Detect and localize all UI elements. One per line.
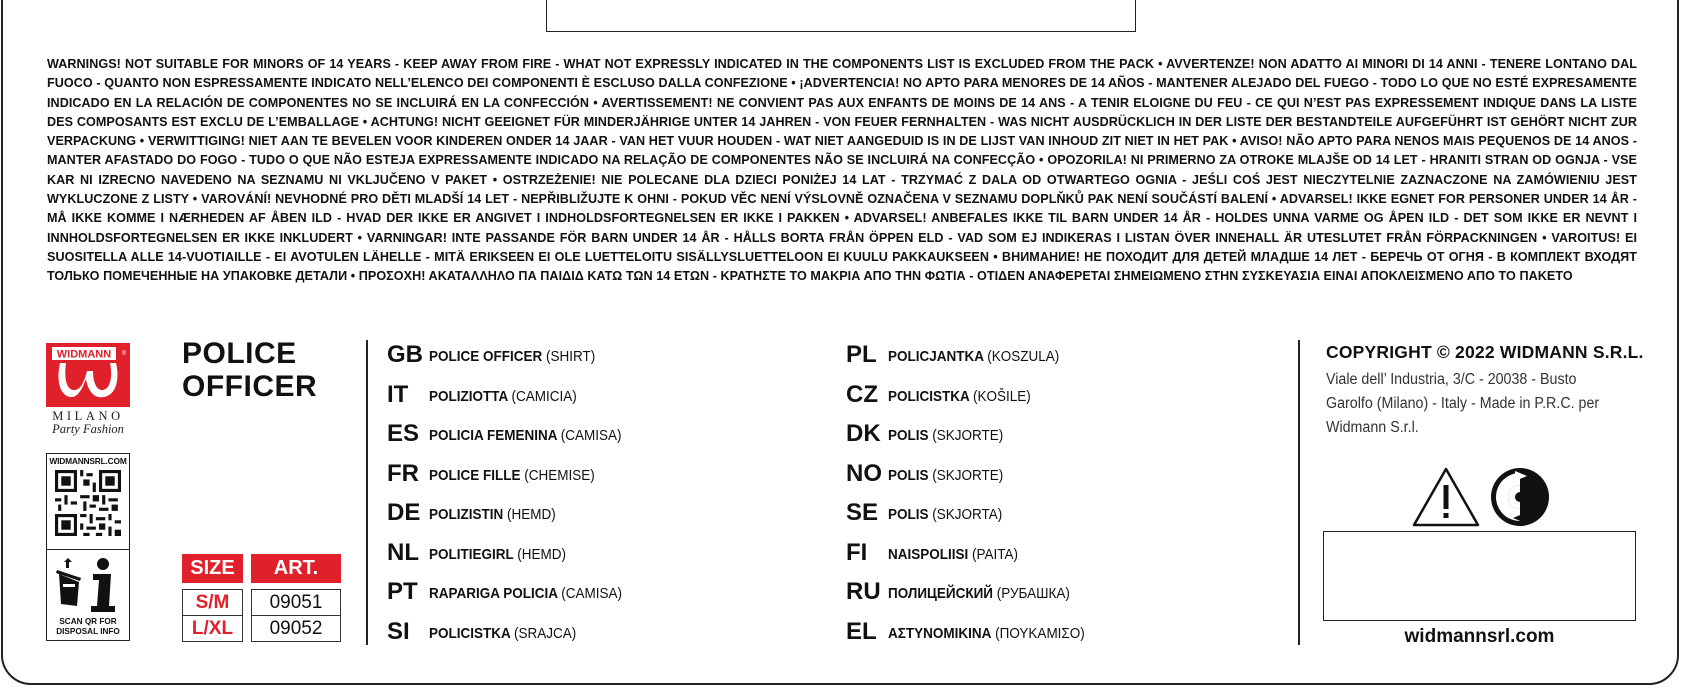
product-name: POLICE OFFICER: [429, 348, 543, 365]
language-code: EL: [846, 617, 877, 645]
product-name: POLIS: [888, 427, 929, 444]
language-code: DE: [387, 499, 421, 526]
product-name: ΑΣΤΥΝΟΜΙΚΙΝΑ: [888, 624, 992, 642]
language-code: NL: [387, 538, 419, 566]
product-name: ПОЛИЦЕЙСКИЙ: [888, 585, 994, 602]
widmann-logo: [46, 343, 130, 437]
company-address: Viale dell’ Industria, 3/C - 20038 - Busto Garolfo (Milano) - Italy - Made in P.R.C. per Widmann S.r.l.: [1326, 371, 1600, 436]
art-header: ART.: [251, 554, 341, 583]
garment-name: (РУБАШКА): [996, 585, 1070, 602]
language-code: NO: [846, 459, 882, 487]
language-entry: [846, 420, 1107, 460]
language-code: PT: [387, 578, 418, 605]
garment-name: (CAMICIA): [511, 387, 577, 405]
safety-warnings-text: WARNINGS! NOT SUITABLE FOR MINORS OF 14 YEARS - KEEP AWAY FROM FIRE - WHAT NOT EXPRESSLY INDICATED IN THE COMPONENTS LIST IS EXCLUDED FROM THE PACK • AVVERTENZE! NON ADATTO AI MINORI DI 14 ANNI - TENERE LONTANO DAL FUOCO - QUANTO NON ESPRESSAMENTE INDICATO NELL’ELENCO DEI COMPONENTI È ESCLUSO DALLA CONFEZIONE • ¡ADVERTENCIA! NO APTO PARA MENORES DE 14 AÑOS - MANTENER ALEJADO DEL FUEGO - TODO LO QUE NO ESTÉ EXPRESAMENTE INDICADO EN LA RELACIÓN DE COMPONENTES NO SE INCLUIRÁ EN LA CONFECCIÓN • AVERTISSEMENT! NE CONVIENT PAS AUX ENFANTS DE MOINS DE 14 ANS - A TENIR ELOIGNE DU FEU - CE QUI N’EST PAS EXPRESSEMENT INDIQUE DANS LA LISTE DES COMPOSANTS EST EXCLU DE L’EMBALLAGE • ACHTUNG! NICHT GEEIGNET FÜR MINDERJÄHRIGE UNTER 14 JAHREN - VON FEUER FERNHALTEN - WAS NICHT AUSDRÜCKLICH IN DER LISTE DER BESTANDTEILE AUFGEFÜHRT IST GEHÖRT NICHT ZUR VERPACKUNG • VERWITTIGING! NIET AAN TE BEVELEN VOOR KINDEREN ONDER 14 JAAR - VAN HET VUUR HOUDEN - WAT NIET AANGEDUID IS IN DE LIJST VAN INHOUD ZIT NIET IN HET PAK • AVISO! NÃO APTO PARA NENOS MAIS PEQUENOS DE 14 ANOS - MANTER AFASTADO DO FOGO - TUDO O QUE NÃO ESTEJA EXPRESSAMENTE INDICADO NA RELAÇÃO DE COMPONENTES NÃO SE INCLUIRÁ NA CONFECÇÃO • OPOZORILA! NI PRIMERNO ZA OTROKE MLAJŠE OD 14 LET - HRANITI STRAN OD OGNJA - VSE KAR NI IZRECNO NAVEDENO NA SEZNAMU NI VKLJUČENO V PAKET • OSTRZEŻENIE! NIE POLECANE DLA DZIECI PONIŻEJ 14 LAT - TRZYMAĆ Z DALA OD OTWARTEGO OGNIA - JEŚLI COŚ JEST NIECZYTELNIE ZAZNACZONE NA ZAMÓWIENIU JEST WYKLUCZONE Z LISTY • VAROVÁNÍ! NEVHODNÉ PRO DĚTI MLADŠÍ 14 LET - NEPŘIBLIŽUJTE K OHNI - POKUD VĚC NENÍ VÝSLOVNĚ OZNAČENA V SEZNAMU DOPLŇKŮ PAK NENÍ SOUČÁSTÍ BALENÍ • ADVARSEL! IKKE EGNET FOR PERSONER UNDER 14 ÅR - MÅ IKKE KOMME I NÆRHEDEN AF ÅBEN ILD - HVAD DER IKKE ER ANGIVET I INDHOLDSFORTEGNELSEN ER IKKE I PAKKEN • ADVARSEL! ANBEFALES IKKE TIL BARN UNDER 14 ÅR - HOLDES UNNA VARME OG ÅPEN ILD - DET SOM IKKE ER NEVNT I INNHOLDSFORTEGNELSEN ER IKKE INKLUDERT • VARNINGAR! INTE PASSANDE FÖR BARN UNDER 14 ÅR - HÅLLS BORTA FRÅN ÖPPEN ELD - VAD SOM EJ INDIKERAS I LISTAN ÖVER INNEHALL ÄR UTESLUTET FRÅN FÖRPACKNINGEN • VAROITUS! EI SUOSITELLA ALLE 14-VUOTIAILLE - EI AVOTULEN LÄHELLE - MITÄ ERIKSEEN EI OLE LUETTELOITU SISÄLLYSLUETTELOON EI KUULU PAKKAUKSEEN • ВНИМАНИЕ! НЕ ПОХОДИТ ДЛЯ ДЕТЕЙ МЛАДШЕ 14 ЛЕТ - БЕРЕЧЬ ОТ ОГНЯ - В КОМПЛЕКТ ВХОДЯТ ТОЛЬКО ПОМЕЧЕННЫЕ НА УПАКОВКЕ ДЕТАЛИ • ΠΡΟΣΟΧΗ! ΑΚΑΤΑΛΛΗΛΟ ΠΑ ΠΑΙΔΙΔ ΚΑΤΩ ΤΩΝ 14 ΕΤΩΝ - ΚΡΑΤΗΣΤΕ ΤΟ ΜΑΚΡΙΑ ΑΠΟ ΤΗΝ ΦΩΤΙΑ - ΟΤΙΔΕΝ ΑΝΑΦΕΡΕΤΑΙ ΣΗΜΕΙΩΜΕΝΟ ΣΤΗΝ ΣΥΣΚΕΥΑΣΙΑ ΕΙΝΑΙ ΑΠΟΚΛΕΙΣΜΕΝΟ ΑΠΟ ΤΟ ΠΑΚΕΤΟ: [47, 57, 1637, 284]
divider-left: [366, 340, 368, 645]
scan-line-1: SCAN QR FOR: [59, 617, 117, 626]
product-title-line1: POLICE: [182, 337, 297, 370]
garment-name: (KOŠILE): [973, 387, 1031, 405]
language-entry: [387, 578, 643, 618]
scan-line-2: DISPOSAL INFO: [56, 627, 120, 636]
disposal-info-icon: [55, 554, 123, 614]
logo-wordmark: WIDMANN: [56, 348, 112, 361]
warning-triangle-icon: [1411, 466, 1481, 528]
garment-name: (HEMD): [517, 545, 567, 563]
product-name: POLIZISTIN: [429, 506, 504, 523]
qr-code-icon[interactable]: [55, 470, 121, 536]
garment-name: (PAITA): [972, 545, 1019, 563]
product-name: POLIZIOTTA: [429, 387, 508, 405]
product-name: POLICISTKA: [888, 387, 970, 405]
product-title-line2: OFFICER: [182, 370, 318, 403]
size-table: [182, 554, 341, 642]
language-code: DK: [846, 420, 881, 447]
size-column: [182, 589, 243, 642]
language-entry: [387, 341, 643, 381]
language-code: GB: [387, 341, 423, 368]
size-header: SIZE: [182, 554, 243, 583]
product-name: POLITIEGIRL: [429, 545, 514, 563]
product-name: POLICIA FEMENINA: [429, 427, 558, 444]
size-cell: S/M: [195, 592, 230, 613]
language-code: CZ: [846, 380, 878, 408]
logo-city: MILANO: [52, 409, 124, 423]
garment-name: (SHIRT): [546, 348, 596, 365]
language-entry: [387, 539, 643, 579]
size-cell: L/XL: [183, 615, 242, 641]
language-list-right: [846, 341, 1107, 657]
copyright-text: COPYRIGHT © 2022 WIDMANN S.R.L.: [1326, 342, 1644, 362]
scan-qr-text: [47, 617, 129, 637]
language-code: FI: [846, 538, 868, 566]
product-name: POLIS: [888, 466, 929, 484]
website-link[interactable]: widmannsrl.com: [1404, 626, 1555, 647]
product-name: POLICE FILLE: [429, 466, 521, 484]
garment-name: (SKJORTE): [932, 427, 1004, 444]
divider-right: [1298, 340, 1300, 645]
language-list-left: [387, 341, 643, 657]
garment-name: (CHEMISE): [524, 466, 595, 484]
garment-name: (SRAJCA): [514, 624, 577, 642]
language-code: RU: [846, 578, 881, 605]
language-code: FR: [387, 459, 419, 487]
garment-name: (SKJORTA): [932, 506, 1003, 523]
product-name: POLIS: [888, 506, 929, 523]
article-column: [251, 589, 341, 642]
green-dot-recycle-icon: [1489, 466, 1551, 528]
product-name: RAPARIGA POLICIA: [429, 585, 558, 602]
product-name: POLICISTKA: [429, 624, 511, 642]
language-entry: [846, 578, 1107, 618]
garment-name: (KOSZULA): [987, 348, 1060, 365]
language-entry: [846, 341, 1107, 381]
top-blank-box: [546, 0, 1136, 32]
article-cell: 09052: [252, 615, 340, 641]
garment-name: (CAMISA): [561, 585, 623, 602]
language-code: IT: [387, 380, 409, 408]
language-entry: [387, 460, 643, 500]
qr-divider: [47, 549, 129, 550]
language-entry: [387, 618, 643, 658]
product-title: [182, 337, 317, 403]
language-entry: [387, 499, 643, 539]
language-entry: [387, 381, 643, 421]
language-code: PL: [846, 341, 877, 368]
language-entry: [846, 618, 1107, 658]
language-code: SI: [387, 617, 410, 645]
garment-name: (SKJORTE): [932, 466, 1004, 484]
language-entry: [387, 420, 643, 460]
svg-text:®: ®: [121, 351, 127, 357]
qr-site-label: WIDMANNSRL.COM: [49, 456, 127, 466]
widmann-w-mark-icon: [46, 343, 130, 407]
garment-name: (HEMD): [507, 506, 556, 523]
barcode-area: [1323, 531, 1636, 621]
language-entry: [846, 499, 1107, 539]
language-code: ES: [387, 420, 420, 447]
garment-name: (ΠΟΥΚΑΜΙΣΟ): [995, 624, 1085, 642]
garment-name: (CAMISA): [560, 427, 622, 444]
qr-disposal-block: [46, 453, 130, 641]
language-entry: [846, 539, 1107, 579]
language-entry: [846, 460, 1107, 500]
article-cell: 09051: [269, 592, 323, 613]
language-entry: [846, 381, 1107, 421]
language-code: SE: [846, 499, 879, 526]
product-name: POLICJANTKA: [888, 348, 984, 365]
logo-tagline: Party Fashion: [52, 422, 124, 436]
product-name: NAISPOLIISI: [888, 545, 969, 563]
